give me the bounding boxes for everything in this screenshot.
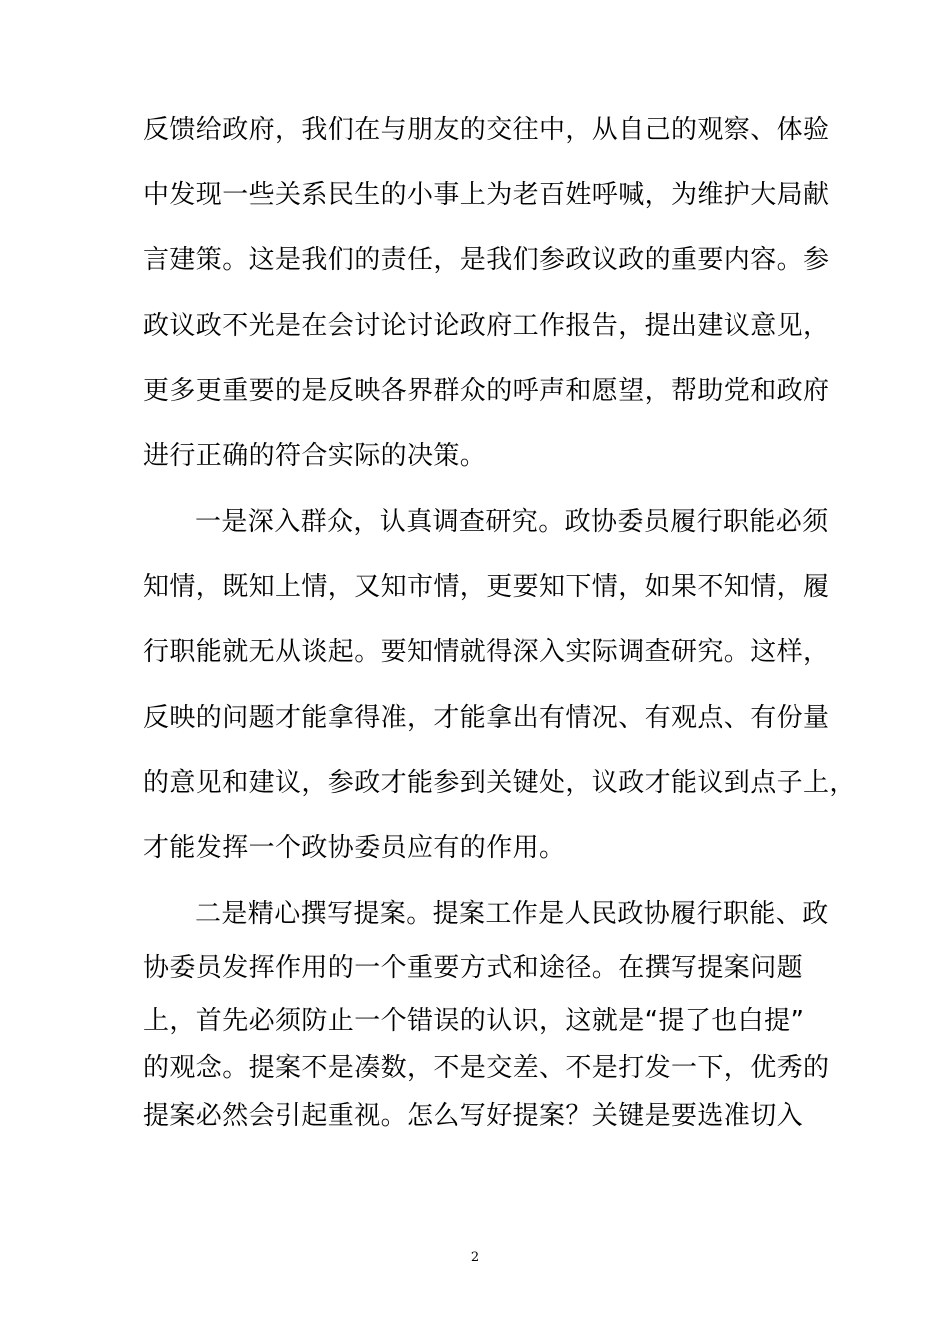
paragraph-first-line: 一是深入群众，认真调查研究。政协委员履行职能必须 [195,507,829,537]
text-line: 反馈给政府，我们在与朋友的交往中，从自己的观察、体验 [143,115,830,145]
page-number: 2 [470,1250,480,1265]
text-line: 行职能就无从谈起。要知情就得深入实际调查研究。这样， [143,637,830,667]
text-line: 知情，既知上情，又知市情，更要知下情，如果不知情，履 [143,572,830,602]
text-line: 协委员发挥作用的一个重要方式和途径。在撰写提案问题 [143,953,804,983]
text-line: 政议政不光是在会讨论讨论政府工作报告，提出建议意见， [143,311,830,341]
text-line: 的观念。提案不是凑数，不是交差、不是打发一下，优秀的 [143,1053,830,1083]
paragraph-first-line: 二是精心撰写提案。提案工作是人民政协履行职能、政 [195,899,829,929]
text-line: 反映的问题才能拿得准，才能拿出有情况、有观点、有份量 [143,703,830,733]
text-line: 进行正确的符合实际的决策。 [143,441,487,471]
text-line: 才能发挥一个政协委员应有的作用。 [143,833,566,863]
text-line: 上，首先必须防止一个错误的认识，这就是“提了也白提” [143,1006,805,1036]
text-line: 中发现一些关系民生的小事上为老百姓呼喊，为维护大局献 [143,180,830,210]
text-line: 提案必然会引起重视。怎么写好提案？关键是要选准切入 [143,1101,804,1131]
text-line: 的意见和建议，参政才能参到关键处，议政才能议到点子上， [143,768,856,798]
text-line: 言建策。这是我们的责任，是我们参政议政的重要内容。参 [143,245,830,275]
text-line: 更多更重要的是反映各界群众的呼声和愿望，帮助党和政府 [143,376,830,406]
